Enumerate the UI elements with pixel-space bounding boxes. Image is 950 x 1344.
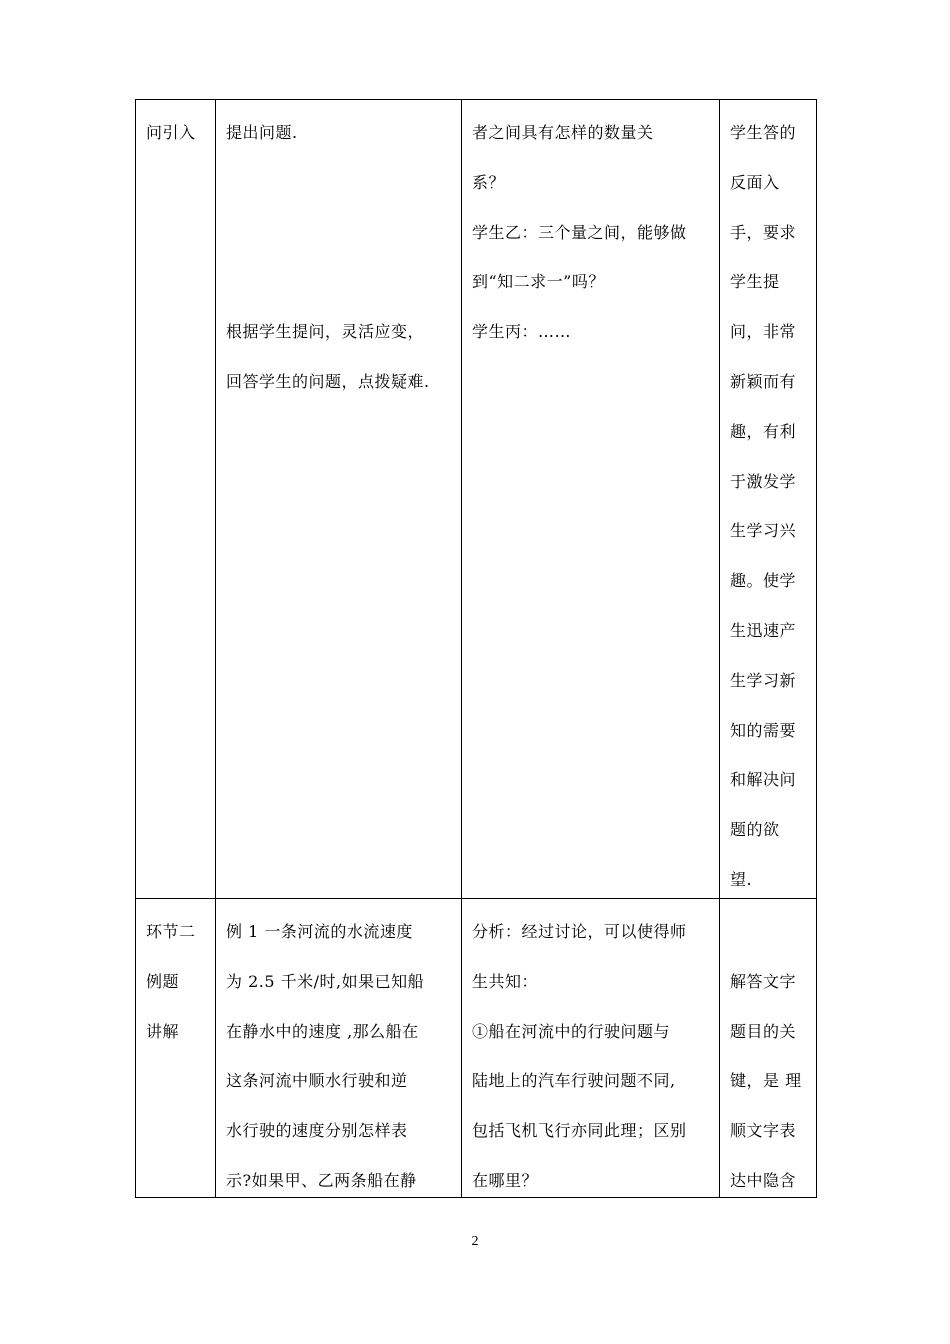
- cell-text-line: 新颖而有: [730, 371, 797, 391]
- table-cell-teacher-activity: [216, 899, 461, 1197]
- cell-text-line: 反面入: [730, 172, 780, 192]
- cell-text-line: 在静水中的速度 ,那么船在: [226, 1021, 419, 1041]
- cell-text-line: 为 2.5 千米/时,如果已知船: [226, 971, 425, 991]
- cell-text-line: 例题: [146, 971, 180, 991]
- table-cell-student-activity: [462, 899, 719, 1197]
- cell-text-line: 望.: [730, 869, 753, 889]
- cell-text-line: 题的欲: [730, 820, 780, 840]
- cell-text-line: [730, 907, 808, 957]
- cell-text-line: 和解决问: [730, 770, 797, 790]
- cell-text-line: 趣。使学: [730, 571, 797, 591]
- cell-text-line: 在哪里？: [472, 1170, 539, 1190]
- cell-text-line: 问引入: [146, 123, 196, 142]
- cell-text-line: [226, 158, 453, 208]
- cell-text-line: 趣，有利: [730, 421, 797, 441]
- cell-text-line: 到“知二求一”吗？: [472, 272, 605, 292]
- cell-text-line: 知的需要: [730, 720, 797, 740]
- cell-text-line: 学生乙：三个量之间，能够做: [472, 222, 687, 242]
- table-cell-design-intent: [720, 899, 816, 1197]
- cell-text-line: ①船在河流中的行驶问题与: [472, 1021, 671, 1041]
- table-cell-design-intent: [720, 100, 816, 898]
- cell-text-line: 水行驶的速度分别怎样表: [226, 1121, 408, 1141]
- cell-text-line: 生共知：: [472, 971, 539, 991]
- cell-text-line: 例 1 一条河流的水流速度: [226, 922, 413, 941]
- table-cell-stage: [136, 100, 215, 898]
- cell-text-line: 示?如果甲、乙两条船在静: [226, 1170, 417, 1190]
- cell-text-line: [226, 257, 453, 307]
- cell-text-line: 讲解: [146, 1021, 180, 1041]
- cell-text-line: 生迅速产: [730, 620, 797, 640]
- lesson-plan-table: [135, 99, 817, 1198]
- cell-text-line: 键，是 理: [730, 1071, 802, 1091]
- table-cell-stage: [136, 899, 215, 1197]
- cell-text-line: 顺文字表: [730, 1121, 797, 1141]
- cell-text-line: 环节二: [146, 922, 196, 941]
- table-cell-teacher-activity: [216, 100, 461, 898]
- cell-text-line: 生学习兴: [730, 521, 797, 541]
- cell-text-line: 手，要求: [730, 222, 797, 242]
- cell-text-line: 题目的关: [730, 1021, 797, 1041]
- cell-text-line: [226, 208, 453, 258]
- cell-text-line: 学生丙：……: [472, 322, 572, 342]
- cell-text-line: 包括飞机飞行亦同此理；区别: [472, 1121, 687, 1141]
- cell-text-line: 这条河流中顺水行驶和逆: [226, 1071, 408, 1091]
- cell-text-line: 回答学生的问题，点拨疑难.: [226, 371, 430, 391]
- cell-text-line: 陆地上的汽车行驶问题不同,: [472, 1071, 676, 1091]
- cell-text-line: 根据学生提问，灵活应变，: [226, 322, 425, 342]
- table-cell-student-activity: [462, 100, 719, 898]
- cell-text-line: 系？: [472, 172, 506, 192]
- page-number: 2: [471, 1234, 479, 1249]
- cell-text-line: 达中隐含: [730, 1170, 797, 1190]
- cell-text-line: 于激发学: [730, 471, 797, 491]
- cell-text-line: 者之间具有怎样的数量关: [472, 123, 654, 142]
- cell-text-line: 分析：经过讨论，可以使得师: [472, 922, 687, 941]
- cell-text-line: 解答文字: [730, 971, 797, 991]
- cell-text-line: 问，非常: [730, 322, 797, 342]
- cell-text-line: 提出问题.: [226, 123, 298, 142]
- cell-text-line: 学生答的: [730, 123, 797, 142]
- cell-text-line: 学生提: [730, 272, 780, 292]
- cell-text-line: 生学习新: [730, 670, 797, 690]
